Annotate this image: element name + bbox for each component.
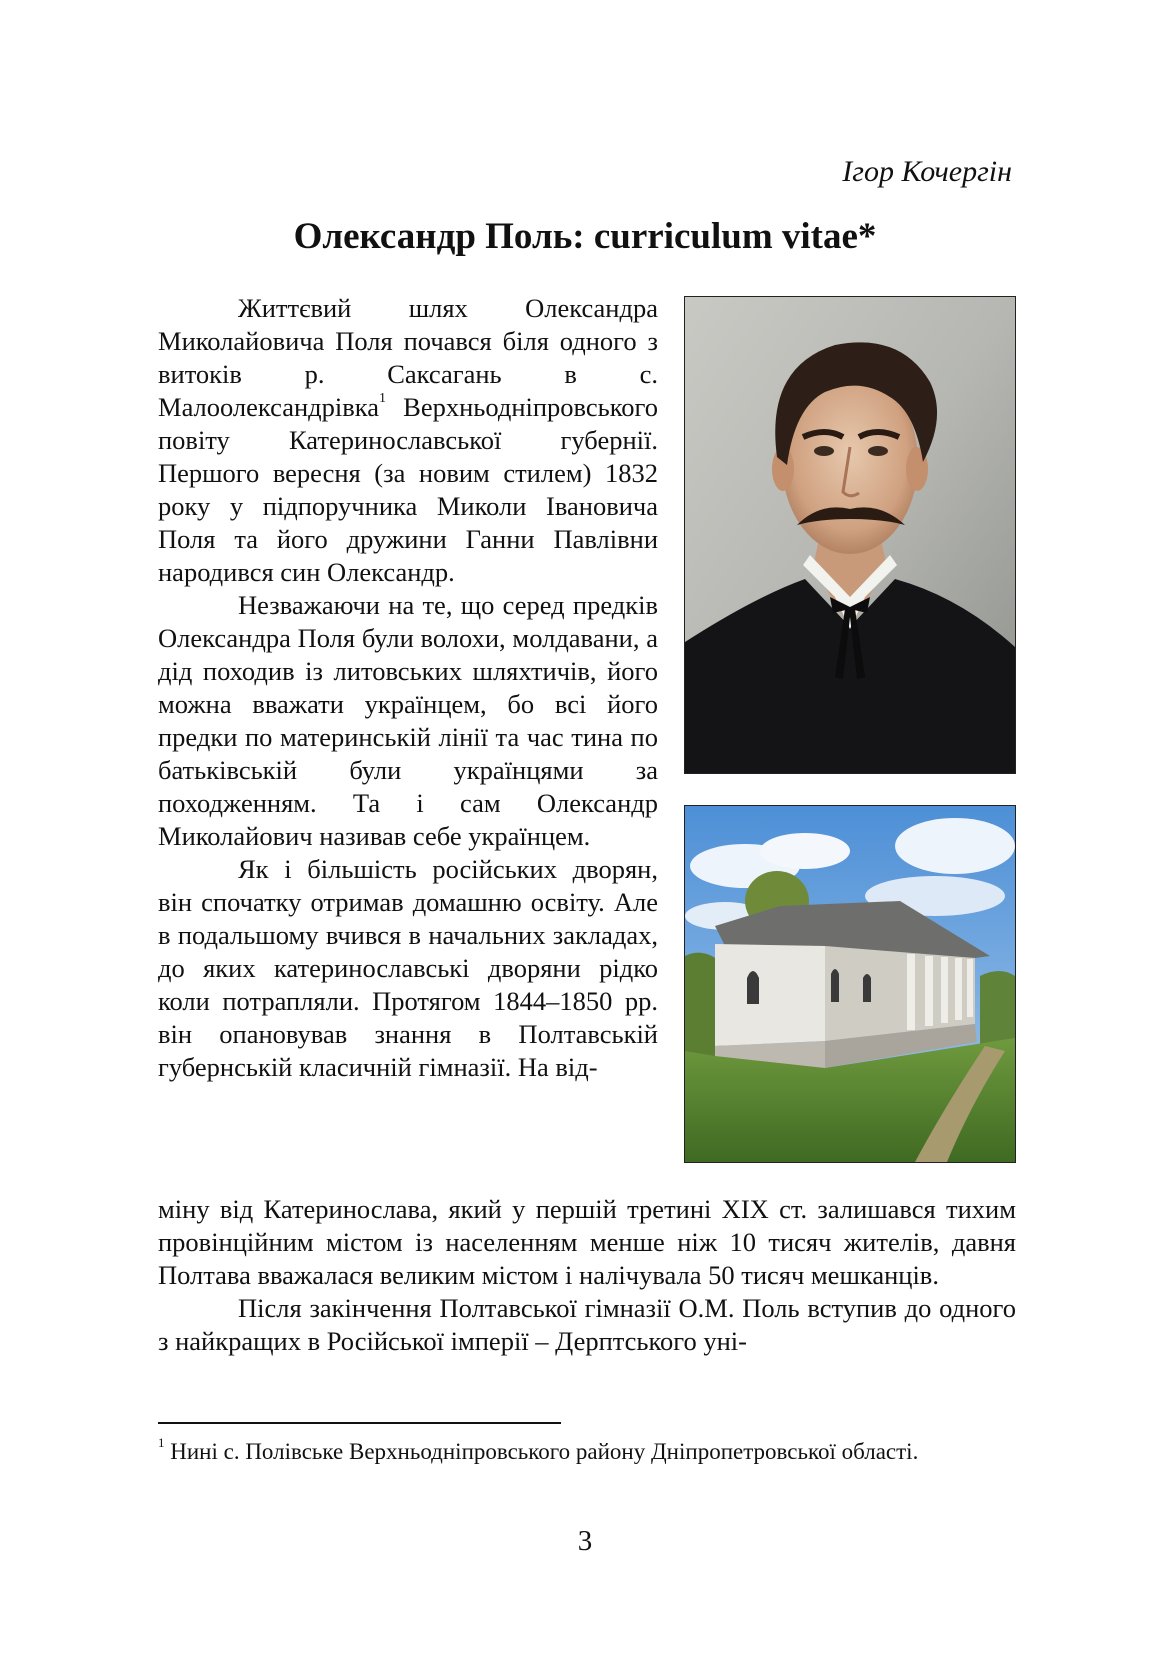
portrait-photo — [684, 296, 1016, 774]
footnote-marker: 1 — [158, 1435, 165, 1450]
full-width-text-block — [158, 1193, 1016, 1358]
building-image — [685, 806, 1015, 1162]
column-text-block — [158, 292, 658, 1084]
footnote-ref[interactable]: 1 — [379, 391, 387, 406]
paragraph-1-continued: Верхньодніпровського повіту Катеринославської губернії. Першого вересня (за новим стилем) 1832 року у підпоручника Миколи Івановича Поля та його дружини Ганни Павлівни народився син Олександр. — [158, 392, 658, 587]
paragraph-1 — [158, 292, 658, 589]
paragraph-2: Незважаючи на те, що серед предків Олександра Поля були волохи, молдавани, а дід походив із литовських шляхтичів, його можна вважати українцем, бо всі його предки по материнській лінії та час тина по батьківській були українцями за походженням. Та і сам Олександр Миколайович називав себе українцем. — [158, 590, 658, 851]
paragraph-1-text: Життєвий шлях Олександра Миколайовича Поля почався біля одного з витоків р. Саксагань в с. Малоолександрівка — [158, 293, 658, 422]
paragraph-3-continued: міну від Катеринослава, який у першій третині ХІХ ст. залишався тихим провінційним містом із населенням менше ніж 10 тисяч жителів, давня Полтава вважалася великим містом і налічувала 50 тисяч мешканців. — [158, 1194, 1016, 1290]
portrait-image — [685, 297, 1015, 773]
paragraph-4: Після закінчення Полтавської гімназії О.М. Поль вступив до одного з найкращих в Російської імперії – Дерптського уні- — [158, 1293, 1016, 1356]
page-number: 3 — [577, 1525, 593, 1557]
article-title: Олександр Поль: curriculum vitae* — [293, 216, 877, 257]
author-name: Ігор Кочергін — [842, 155, 1012, 188]
paragraph-3: Як і більшість російських дворян, він спочатку отримав домашню освіту. Але в подальшому вчився в начальних закладах, до яких катеринославські дворяни рідко коли потрапляли. Протягом 1844–1850 рр. він опановував знання в Полтавській губернській класичній гімназії. На від- — [158, 854, 658, 1082]
footnote-text: Нині с. Полівське Верхньодніпровського району Дніпропетровської області. — [164, 1439, 919, 1464]
building-photo — [684, 805, 1016, 1163]
footnote — [158, 1437, 1016, 1467]
footnote-separator — [158, 1422, 561, 1424]
